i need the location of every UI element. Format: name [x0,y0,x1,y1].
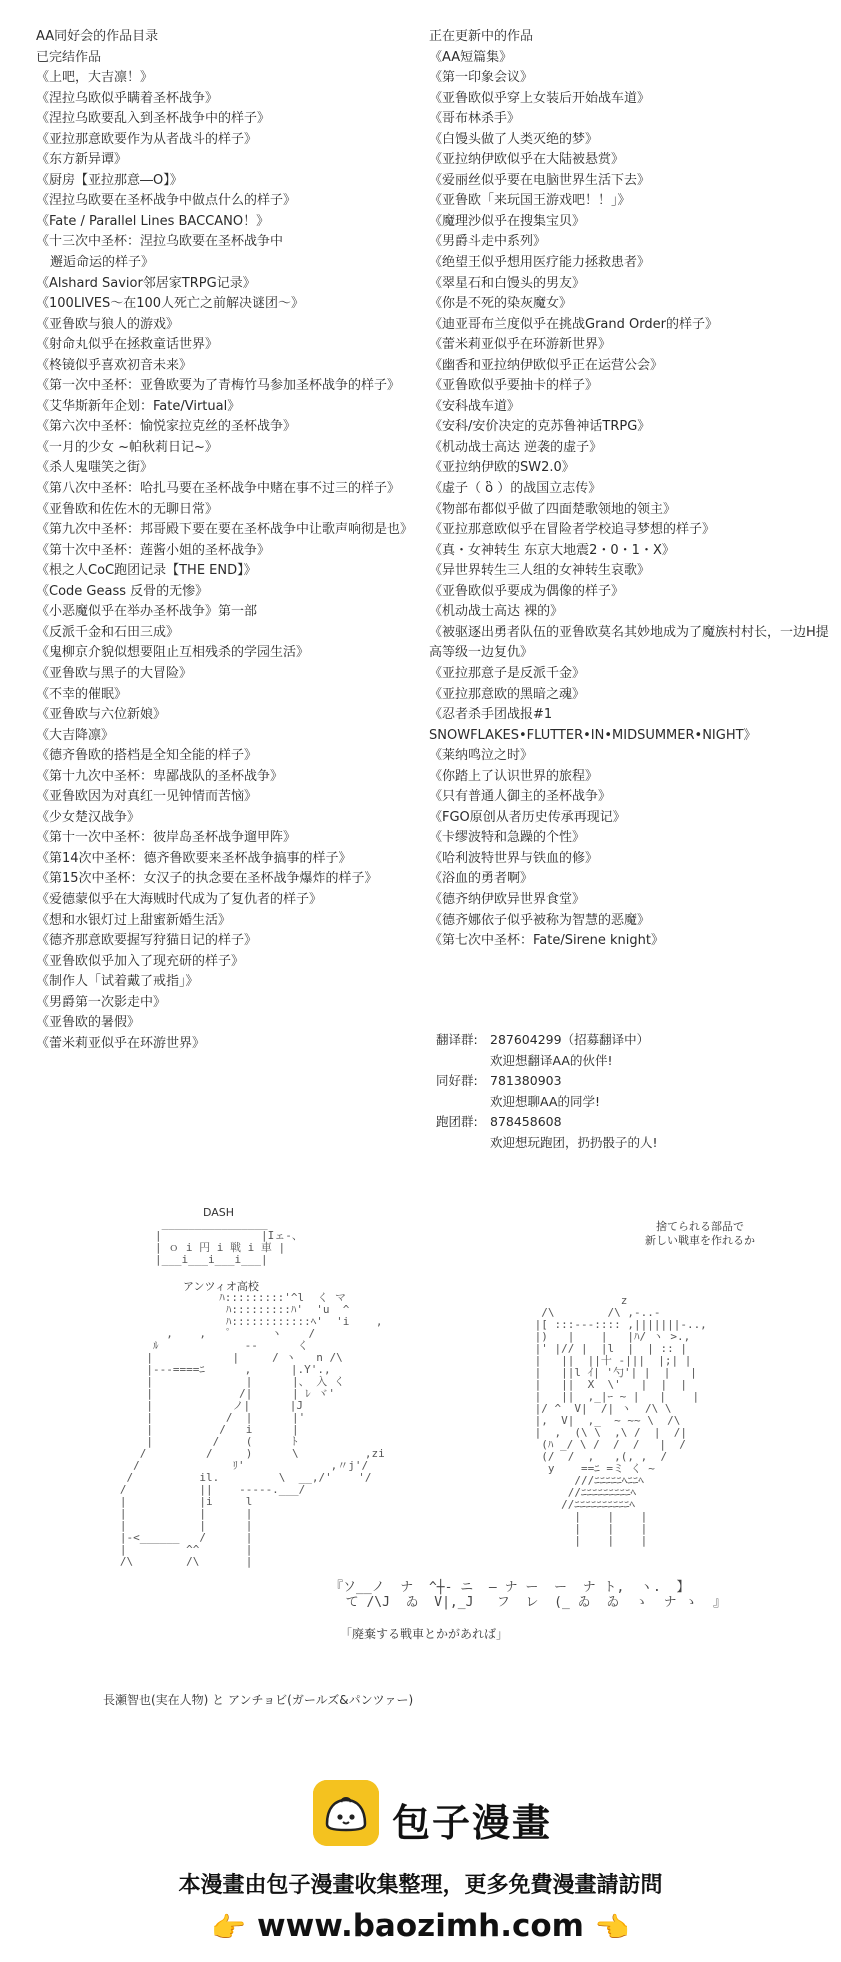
left-list-item: 《第十九次中圣杯：卑鄙战队的圣杯战争》 [36,768,284,784]
left-list-item: 《柊镜似乎喜欢初音未来》 [36,357,193,373]
left-list-item: 《不幸的催眠》 [36,686,128,702]
completed-works-list [36,27,431,1054]
dash-box-art: ________________ | |Iェ-、 | ｏ i 円 i 戦 i 車 | |___i___i___i___| [155,1217,303,1266]
left-list-item: 《一月的少女 ~帕秋莉日记~》 [36,439,218,455]
left-list-item: 《亚鲁欧与六位新娘》 [36,707,167,723]
right-list-item: 《幽香和亚拉纳伊欧似乎正在运营公会》 [429,357,664,373]
right-list-item: 《亚鲁欧「来玩国王游戏吧！！」》 [429,193,631,209]
left-list-item: 《Code Geass 反骨的无惨》 [36,583,209,599]
right-list-item: 《机动战士高达 逆袭的虚子》 [429,439,603,455]
left-list-item: 《杀人鬼嗤笑之街》 [36,460,154,476]
right-list-item: 《安科战车道》 [429,398,521,414]
right-list-item: 《异世界转生三人组的女神转生哀歌》 [429,563,651,579]
translate-group-label: 翻译群: [436,1032,478,1047]
translate-group-welcome: 欢迎想翻译AA的伙伴! [490,1052,613,1068]
left-list-item: 《厨房【亚拉那意―O】》 [36,172,183,188]
pointing-right-icon: 👉 [211,1911,247,1944]
left-list-item: 《第15次中圣杯：女汉子的执念要在圣杯战争爆炸的样子》 [36,871,378,887]
right-list-item: 《亚鲁欧似乎要成为偶像的样子》 [429,583,625,599]
right-list-item: 《哥布林杀手》 [429,111,521,127]
left-list-item: 《东方新异谭》 [36,152,128,168]
fan-group-value: 781380903 [490,1073,562,1089]
left-list-item: 邂逅命运的样子》 [50,255,155,271]
run-group-label: 跑团群: [436,1114,478,1130]
brand-title: 包子漫畫 [392,1801,553,1845]
right-list-item: 《莱纳鸣泣之时》 [429,748,534,764]
right-list-item: 《绝望王似乎想用医疗能力拯救患者》 [429,255,651,271]
site-url-link[interactable]: www.baozimh.com [257,1908,584,1944]
left-list-item: 《男爵第一次影走中》 [36,994,167,1010]
left-list-item: 《100LIVES～在100人死亡之前解决谜团～》 [36,296,305,312]
right-list-item: 《亚拉纳伊欧的SW2.0》 [429,460,575,476]
right-list-item: 《亚鲁欧似乎要抽卡的样子》 [429,378,599,394]
right-list-item: 《你踏上了认识世界的旅程》 [429,768,599,784]
right-list-item: 《迪亚哥布兰度似乎在挑战Grand Order的样子》 [429,316,718,332]
speech-art: 『ソ__ノ ナ ^┼‐ ニ ― ナ ー ー ナ ト, ヽ. 】 て /\J ゐ V|,_J フ レ (_ ゐ ゐ ゝ ナ ゝ 』 [330,1580,727,1610]
right-list-item: 《AA短篇集》 [429,49,513,65]
left-list-item: 《Fate / Parallel Lines BACCANO！》 [36,213,270,229]
right-list-item: 《物部布都似乎做了四面楚歌领地的领主》 [429,501,677,517]
dash-label: DASH [203,1206,235,1219]
right-caption-1: 捨てられる部品で [656,1220,744,1233]
baozi-logo [313,1780,379,1846]
left-list-item: 《亚鲁欧与黑子的大冒险》 [36,665,193,681]
right-list-item: 《安科/安价决定的克苏鲁神话TRPG》 [429,419,651,435]
right-list-item: 《浴血的勇者啊》 [429,871,534,887]
left-list-item: 《爱德蒙似乎在大海贼时代成为了复仇者的样子》 [36,891,323,907]
right-list-item: 《白馒头做了人类灭绝的梦》 [429,131,599,147]
left-list-item: 《第一次中圣杯：亚鲁欧要为了青梅竹马参加圣杯战争的样子》 [36,378,401,394]
footer-notice: 本漫畫由包子漫畫收集整理，更多免費漫畫請訪問 [178,1873,663,1898]
left-list-item: 《上吧，大吉凛！》 [36,70,154,86]
right-list-item: 《机动战士高达 裸的》 [429,604,564,620]
art-bottom-caption: 長瀬智也(実在人物) と アンチョビ(ガールズ&パンツァー) [103,1693,414,1707]
right-list-item: 《被驱逐出勇者队伍的亚鲁欧莫名其妙地成为了魔族村村长，一边H提高等级一边复仇》 [429,624,829,661]
translate-group-value: 287604299（招募翻译中） [490,1032,650,1047]
pointing-left-icon: 👈 [594,1911,630,1944]
right-list-item: 《第一印象会议》 [429,70,534,86]
right-list-item: 《第七次中圣杯：Fate/Sirene knight》 [429,933,664,949]
right-list-item: 《亚鲁欧似乎穿上女装后开始战车道》 [429,90,651,106]
left-list-item: 《制作人「试着戴了戒指」》 [36,974,199,990]
left-list-item: 《大吉降凛》 [36,727,115,743]
left-list-item: 《德齐鲁欧的搭档是全知全能的样子》 [36,748,258,764]
left-list-item: 《德齐那意欧要握写狩猫日记的样子》 [36,933,258,949]
left-list-item: 《涅拉乌欧要在圣杯战争中做点什么的样子》 [36,193,297,209]
left-list-item: 《艾华斯新年企划：Fate/Virtual》 [36,398,241,414]
left-list-item: 《第六次中圣杯：愉悦家拉克丝的圣杯战争》 [36,419,297,435]
right-list-item: 《真・女神转生 东京大地震2・0・1・X》 [429,542,675,558]
right-list-item: 《只有普通人御主的圣杯战争》 [429,789,612,805]
right-list-item: 《魔理沙似乎在搜集宝贝》 [429,213,586,229]
right-list-item: 《卡缪波特和急躁的个性》 [429,830,586,846]
ongoing-heading: 正在更新中的作品 [429,29,534,44]
left-list-item: 《射命丸似乎在拯救童话世界》 [36,337,219,353]
left-list-item: 《第十次中圣杯：莲酱小姐的圣杯战争》 [36,542,271,558]
right-list-item: 《亚拉那意子是反派千金》 [429,665,586,681]
right-list-item: 《你是不死的染灰魔女》 [429,296,573,312]
group-info [436,1030,658,1154]
right-list-item: 《哈利波特世界与铁血的修》 [429,850,599,866]
right-list-item: 《亚拉那意欧的黑暗之魂》 [429,686,586,702]
catalog-heading: AA同好会的作品目录 [36,29,159,44]
right-list-item: 《亚拉纳伊欧似乎在大陆被悬赏》 [429,152,625,168]
left-list-item: 《Alshard Savior邻居家TRPG记录》 [36,275,256,291]
right-list-item: 《忍者杀手团战报#1 SNOWFLAKES•FLUTTER•IN•MIDSUMMER•NIGHT》 [429,707,757,743]
left-figure-art: ﾊ:::::::::'^l く マ ﾊ:::::::::ﾊ' 'u ^ ﾊ::::::::::::ﾍ' 'i , , , ﾟ ヽ / ﾙ -- く | | / ヽ n /\ |---====ﾆ , |.Y'., | | |、 入 く | /| | ﾚ ヾ' | ノ| |J | / | |' | / i | | / ( ﾄ / / ) \ ,zi / ﾘ' ,〃j'/ / il. \ __,/' '/ / || -----.___/ | |i l | | | | | | |-<______ / | | ^^ | /\ /\ | [119,1291,385,1568]
left-list-item: 《亚鲁欧因为对真红一见钟情而苦恼》 [36,789,258,805]
right-list-item: 《德齐纳伊欧异世界食堂》 [429,891,586,907]
completed-heading: 已完结作品 [36,49,102,65]
left-list-item: 《十三次中圣杯：涅拉乌欧要在圣杯战争中 [36,234,284,250]
baozi-bun-icon [313,1780,379,1846]
right-list-item: 《虚子（ ὃ ）的战国立志传》 [429,481,602,497]
left-list-item: 《想和水银灯过上甜蜜新婚生活》 [36,912,232,928]
left-list-item: 《亚鲁欧似乎加入了现充研的样子》 [36,953,245,969]
ongoing-works-list [429,27,829,952]
left-list-item: 《亚鲁欧与狼人的游戏》 [36,316,180,332]
left-list-item: 《第九次中圣杯：邦哥殿下要在要在圣杯战争中让歌声响彻是也》 [36,522,414,538]
left-list-item: 《涅拉乌欧要乱入到圣杯战争中的样子》 [36,111,271,127]
left-list-item: 《涅拉乌欧似乎瞒着圣杯战争》 [36,90,219,106]
left-list-item: 《反派千金和石田三成》 [36,624,180,640]
left-list-item: 《第十一次中圣杯：彼岸岛圣杯战争遛甲阵》 [36,830,297,846]
right-list-item: 《翠星石和白馒头的男友》 [429,275,586,291]
speech-line: 「廃棄する戦車とかがあれば」 [340,1627,509,1641]
right-figure-art: z /\ /\ ,-..- |[ :::---:::: ,|||||||-.., |) | | |ﾊ/ ヽ >., |' |// | |l | | :: | | || ||十 -||| |;| | | ||l ｲ| '勺'| | | | | || X \' | | | | || ,_|ｰ ~ | | | |/ ^ V| /| ヽ /\ \ |, V| ,_ ~ ~~ \ /\ | , (\ \ ,\ / | /| (ﾊ _/ \ / / / | / (/ / , ,(, , / y ==ﾆ =ミ く ~ ///ﾆﾆﾆﾆﾆﾍﾆﾆﾍ //ﾆﾆﾆﾆﾆﾆﾆﾆﾆﾍ //ﾆﾆﾆﾆﾆﾆﾆﾆﾆﾆﾍ | | | | | | | | | [534,1294,707,1547]
left-list-item: 《第14次中圣杯：德齐鲁欧要来圣杯战争搞事的样子》 [36,850,352,866]
left-list-item: 《亚拉那意欧要作为从者战斗的样子》 [36,131,258,147]
left-list-item: 《小恶魔似乎在举办圣杯战争》第一部 [36,604,258,620]
footer-url-line [0,1908,841,1944]
right-list-item: 《男爵斗走中系列》 [429,234,547,250]
school-label: アンツィオ高校 [183,1280,259,1293]
left-list-item: 《第八次中圣杯：哈扎马要在圣杯战争中赌在事不过三的样子》 [36,481,401,497]
left-list-item: 《少女楚汉战争》 [36,809,141,825]
run-group-value: 878458608 [490,1114,562,1130]
left-list-item: 《亚鲁欧的暑假》 [36,1015,141,1031]
left-list-item: 《根之人CoC跑团记录【THE END】》 [36,563,257,579]
right-list-item: 《蕾米莉亚似乎在环游新世界》 [429,337,612,353]
right-list-item: 《亚拉那意欧似乎在冒险者学校追寻梦想的样子》 [429,522,716,538]
run-group-welcome: 欢迎想玩跑团，扔扔骰子的人! [490,1134,658,1150]
left-list-item: 《蕾米莉亚似乎在环游世界》 [36,1035,206,1051]
left-list-item: 《鬼柳京介貌似想要阻止互相残杀的学园生活》 [36,645,310,661]
right-list-item: 《爱丽丝似乎要在电脑世界生活下去》 [429,172,651,188]
right-caption-2: 新しい戦車を作れるか [645,1234,755,1247]
fan-group-welcome: 欢迎想聊AA的同学! [490,1093,600,1109]
right-list-item: 《德齐娜依子似乎被称为智慧的恶魔》 [429,912,651,928]
left-list-item: 《亚鲁欧和佐佐木的无聊日常》 [36,501,219,517]
fan-group-label: 同好群: [436,1073,478,1089]
right-list-item: 《FGO原创从者历史传承再现记》 [429,809,626,825]
